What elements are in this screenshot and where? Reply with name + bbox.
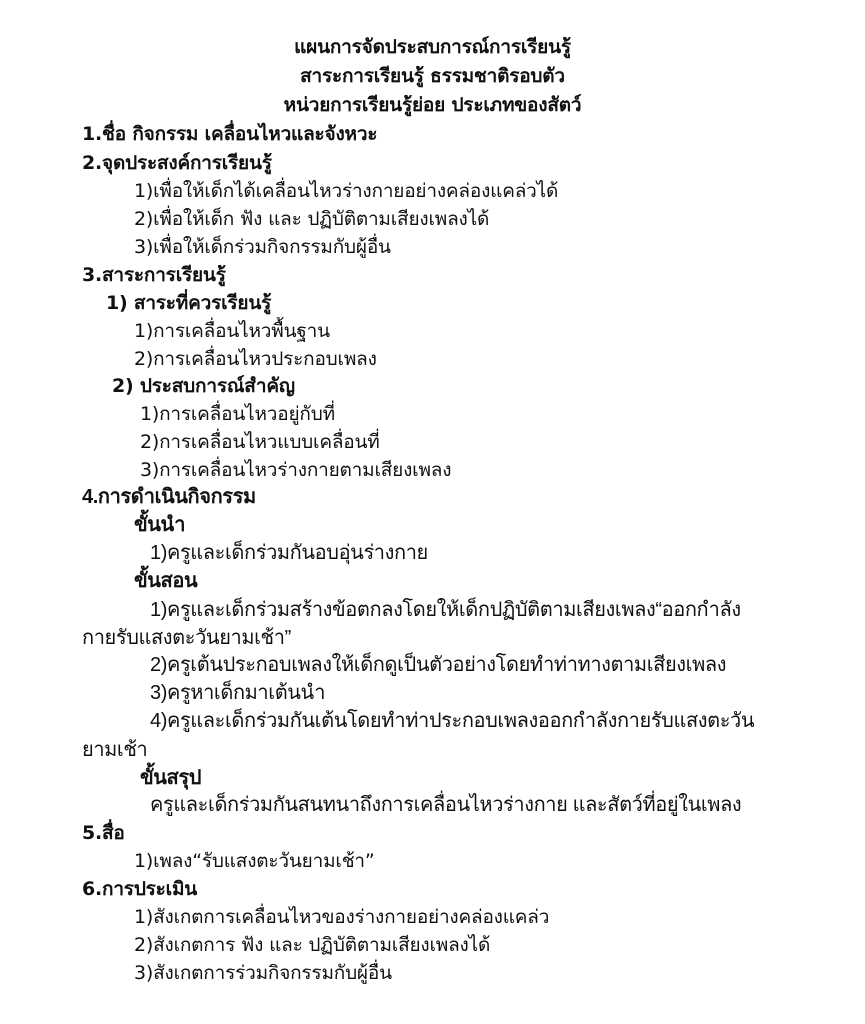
document-subject: สาระการเรียนรู้ ธรรมชาติรอบตัว (300, 65, 565, 87)
intro-step-heading: ขั้นนำ (134, 514, 186, 536)
content-item: 2)การเคลื่อนไหวประกอบเพลง (134, 348, 377, 370)
section-6-heading: 6.การประเมิน (82, 878, 198, 900)
assessment-item: 2)สังเกตการ ฟัง และ ปฏิบัติตามเสียงเพลงได้ (134, 934, 491, 956)
objective-item: 3)เพื่อให้เด็กร่วมกิจกรรมกับผู้อื่น (134, 236, 391, 258)
teaching-step-item: 3)ครูหาเด็กมาเต้นนำ (150, 682, 326, 704)
summary-step-text: ครูและเด็กร่วมกันสนทนาถึงการเคลื่อนไหวร่างกาย และสัตว์ที่อยู่ในเพลง (150, 794, 742, 816)
assessment-item: 3)สังเกตการร่วมกิจกรรมกับผู้อื่น (134, 962, 392, 984)
experience-item: 1)การเคลื่อนไหวอยู่กับที่ (140, 403, 335, 425)
experience-item: 3)การเคลื่อนไหวร่างกายตามเสียงเพลง (140, 459, 452, 481)
assessment-item: 1)สังเกตการเคลื่อนไหวของร่างกายอย่างคล่องแคล่ว (134, 906, 550, 928)
content-item: 1)การเคลื่อนไหวพื้นฐาน (134, 320, 330, 342)
teaching-step-item: 2)ครูเต้นประกอบเพลงให้เด็กดูเป็นตัวอย่างโดยทำท่าทางตามเสียงเพลง (150, 654, 727, 676)
intro-step-item: 1)ครูและเด็กร่วมกันอบอุ่นร่างกาย (150, 542, 428, 564)
section-5-heading: 5.สื่อ (82, 822, 125, 844)
document-unit: หน่วยการเรียนรู้ย่อย ประเภทของสัตว์ (283, 94, 582, 116)
objective-item: 2)เพื่อให้เด็ก ฟัง และ ปฏิบัติตามเสียงเพลงได้ (134, 208, 490, 230)
teaching-step-heading: ขั้นสอน (134, 570, 198, 592)
media-item: 1)เพลง“รับแสงตะวันยามเช้า” (134, 850, 375, 872)
section-4-heading: 4.การดำเนินกิจกรรม (82, 486, 256, 508)
teaching-step-item: 1)ครูและเด็กร่วมสร้างข้อตกลงโดยให้เด็กปฏิบัติตามเสียงเพลง“ออกกำลัง (150, 599, 741, 621)
teaching-step-item-continued: ยามเช้า (82, 739, 148, 761)
teaching-step-item: 4)ครูและเด็กร่วมกันเต้นโดยทำท่าประกอบเพลงออกกำลังกายรับแสงตะวัน (150, 710, 755, 732)
experience-item: 2)การเคลื่อนไหวแบบเคลื่อนที่ (140, 431, 380, 453)
content-sub-heading-1: 1) สาระที่ควรเรียนรู้ (106, 292, 272, 314)
objective-item: 1)เพื่อให้เด็กได้เคลื่อนไหวร่างกายอย่างคล่องแคล่วได้ (134, 180, 559, 202)
content-sub-heading-2: 2) ประสบการณ์สำคัญ (112, 375, 295, 397)
summary-step-heading: ขั้นสรุป (140, 767, 201, 789)
document-title: แผนการจัดประสบการณ์การเรียนรู้ (294, 36, 571, 58)
section-1-heading: 1.ชื่อ กิจกรรม เคลื่อนไหวและจังหวะ (82, 123, 378, 145)
section-3-heading: 3.สาระการเรียนรู้ (82, 264, 226, 286)
section-2-heading: 2.จุดประสงค์การเรียนรู้ (82, 152, 272, 174)
teaching-step-item-continued: กายรับแสงตะวันยามเช้า” (82, 627, 291, 649)
